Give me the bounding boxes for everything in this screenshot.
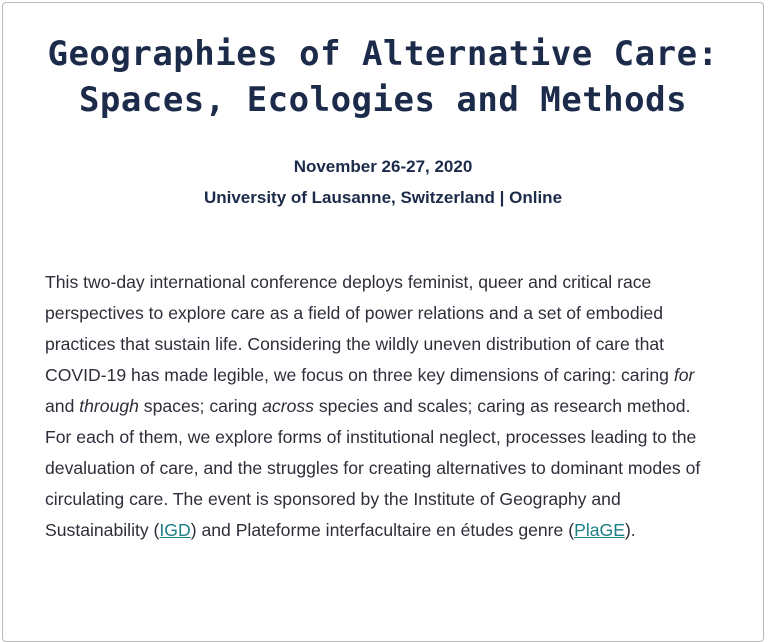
description-text: This two-day international conference deploys feminist, queer and critical race perspectives to explore care as a field of power relations and a set of embodied practices that sustain life. Considering the wildly uneven distribution of care that COVID-19 has made legible, we focus on three key dimensions of caring: caring xyxy=(45,272,674,385)
event-date: November 26-27, 2020 xyxy=(293,157,473,176)
igd-link[interactable]: IGD xyxy=(159,520,191,540)
plage-link[interactable]: PlaGE xyxy=(574,520,625,540)
description-emphasis: through xyxy=(79,396,139,416)
description-text: and xyxy=(45,396,80,416)
description-emphasis: across xyxy=(262,396,314,416)
description-text: ) and Plateforme interfacultaire en études genre ( xyxy=(190,520,575,540)
description-emphasis: for xyxy=(673,365,695,385)
event-description xyxy=(45,267,717,546)
page-title: Geographies of Alternative Care: Spaces, Ecologies and Methods xyxy=(47,34,719,120)
content-card xyxy=(2,2,764,642)
description-text: spaces; caring xyxy=(138,396,263,416)
event-venue: University of Lausanne, Switzerland | Online xyxy=(203,188,563,207)
description-text: ). xyxy=(624,520,636,540)
description-text: species and scales; caring as research method. For each of them, we explore forms of institutional neglect, processes leading to the devaluation of care, and the struggles for creating alternatives to dominant modes of circulating care. The event is sponsored by the Institute of Geography and Sustainability ( xyxy=(45,396,701,540)
